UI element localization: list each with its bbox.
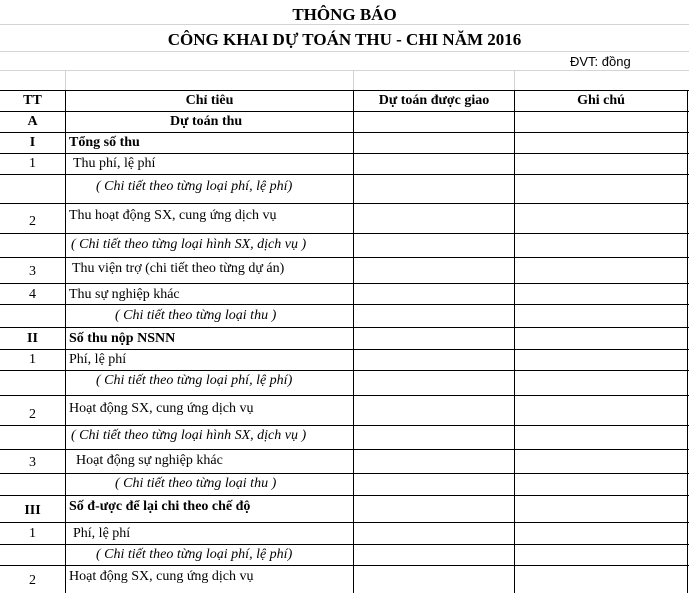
row-number: II — [27, 331, 38, 346]
row-label: Số đ-ược để lại chi theo chế độ — [69, 499, 251, 514]
table-border — [0, 283, 689, 284]
row-label: Dự toán thu — [170, 114, 243, 129]
row-detail: ( Chi tiết theo từng loại thu ) — [115, 476, 277, 491]
table-border — [0, 304, 689, 305]
table-border — [0, 111, 689, 112]
table-border — [0, 565, 689, 566]
table-border — [0, 395, 689, 396]
column-header-ghi-chu: Ghi chú — [577, 93, 625, 108]
row-number: I — [29, 135, 36, 150]
table-border — [0, 233, 689, 234]
gridline — [514, 70, 515, 90]
table-border — [0, 153, 689, 154]
table-border — [0, 90, 689, 91]
table-border — [0, 495, 689, 496]
table-border — [514, 90, 515, 593]
row-label: Hoạt động sự nghiệp khác — [76, 453, 223, 468]
row-number: 1 — [29, 352, 36, 367]
row-label: Phí, lệ phí — [73, 526, 131, 541]
table-border — [0, 473, 689, 474]
row-number: 2 — [29, 214, 36, 229]
table-border — [0, 349, 689, 350]
table-border — [65, 90, 66, 593]
row-label: Thu sự nghiệp khác — [69, 287, 180, 302]
row-label: Phí, lệ phí — [69, 352, 127, 367]
row-label: Hoạt động SX, cung ứng dịch vụ — [69, 569, 254, 584]
table-border — [0, 203, 689, 204]
row-label: Thu phí, lệ phí — [73, 156, 156, 171]
column-header-tt: TT — [23, 93, 42, 108]
table-border — [687, 90, 688, 593]
column-header-du-toan: Dự toán được giao — [378, 93, 490, 108]
column-header-chi-tieu: Chỉ tiêu — [185, 93, 234, 108]
row-label: Số thu nộp NSNN — [69, 331, 176, 346]
table-border — [0, 370, 689, 371]
row-label: Thu viện trợ (chi tiết theo từng dự án) — [72, 261, 285, 276]
table-border — [353, 90, 354, 593]
row-number: 3 — [29, 455, 36, 470]
row-number: 4 — [29, 287, 36, 302]
row-detail: ( Chi tiết theo từng loại phí, lệ phí) — [96, 373, 293, 388]
row-label: Hoạt động SX, cung ứng dịch vụ — [69, 401, 254, 416]
row-number: 1 — [29, 526, 36, 541]
title-line-1: THÔNG BÁO — [292, 5, 397, 24]
row-number: A — [27, 114, 38, 129]
row-detail: ( Chi tiết theo từng loại thu ) — [115, 308, 277, 323]
table-border — [0, 449, 689, 450]
table-border — [0, 257, 689, 258]
row-label: Thu hoạt động SX, cung ứng dịch vụ — [69, 208, 277, 223]
table-border — [0, 132, 689, 133]
gridline — [0, 70, 689, 71]
table-border — [0, 522, 689, 523]
unit-label: ĐVT: đồng — [570, 54, 631, 69]
row-number: 2 — [29, 407, 36, 422]
gridline — [353, 70, 354, 90]
table-border — [0, 425, 689, 426]
row-label: Tổng số thu — [69, 135, 140, 150]
table-border — [0, 544, 689, 545]
row-number: 3 — [29, 264, 36, 279]
gridline — [0, 51, 689, 52]
row-detail: ( Chi tiết theo từng loại phí, lệ phí) — [96, 179, 293, 194]
table-border — [0, 174, 689, 175]
title-line-2: CÔNG KHAI DỰ TOÁN THU - CHI NĂM 2016 — [167, 30, 522, 49]
table-border — [0, 327, 689, 328]
row-number: 2 — [29, 573, 36, 588]
row-number: 1 — [29, 156, 36, 171]
row-detail: ( Chi tiết theo từng loại phí, lệ phí) — [96, 547, 293, 562]
row-detail: ( Chi tiết theo từng loại hình SX, dịch vụ ) — [71, 237, 307, 252]
gridline — [65, 70, 66, 90]
row-detail: ( Chi tiết theo từng loại hình SX, dịch vụ ) — [71, 428, 307, 443]
row-number: III — [24, 503, 41, 518]
